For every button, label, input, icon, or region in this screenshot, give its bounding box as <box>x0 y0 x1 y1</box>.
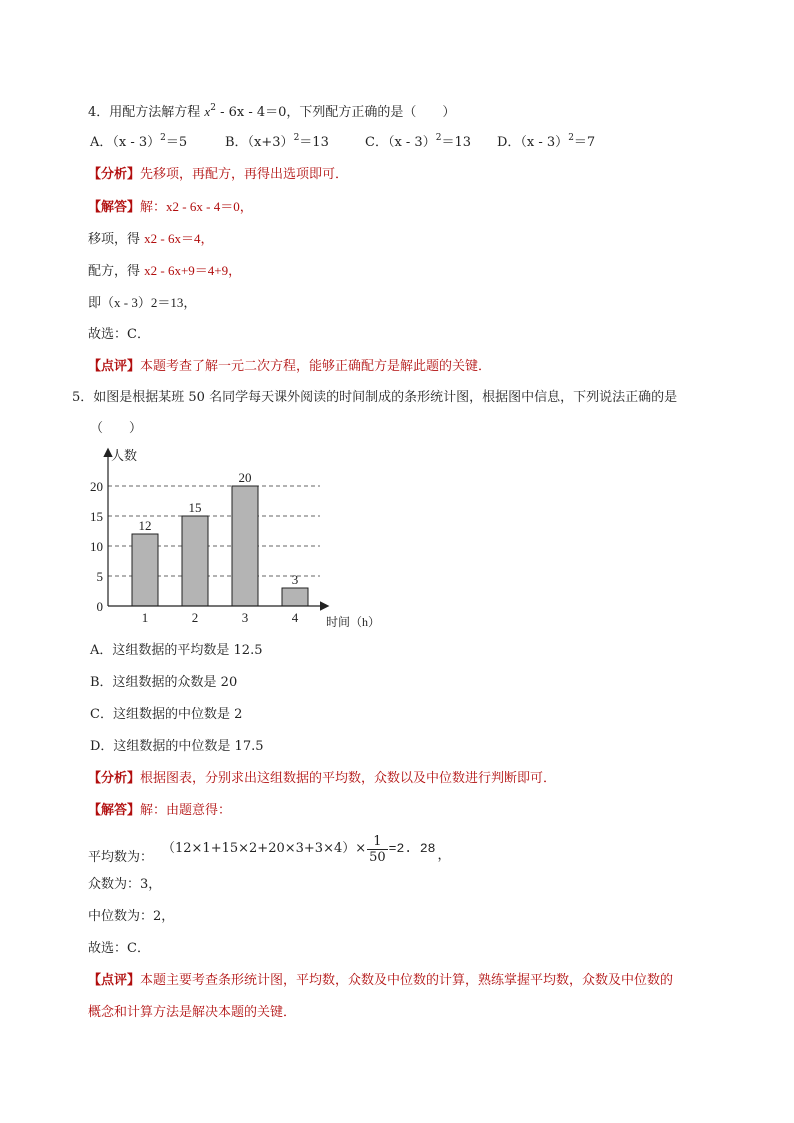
q4-option-d-prefix: D．（x - 3） <box>497 135 569 150</box>
q4-stem-part2: - 6x - 4＝0，下列配方正确的是（ ） <box>215 105 456 120</box>
q5-comment-tag: 【点评】 <box>88 973 141 988</box>
q4-eq-base: x <box>204 104 211 119</box>
q5-number: 5． <box>72 390 94 405</box>
q4-option-a <box>90 134 187 152</box>
q5-mean-result: =2. 28 <box>388 841 436 856</box>
q4-step-2 <box>88 230 213 249</box>
x-tick-label-3: 3 <box>241 610 249 625</box>
bar-3 <box>232 486 258 606</box>
y-tick-label-0: 0 <box>96 599 103 614</box>
q4-choice: 故选：C． <box>88 327 150 342</box>
y-tick-label-2: 10 <box>90 539 103 554</box>
q5-analysis <box>88 770 556 788</box>
x-tick-label-4: 4 <box>291 610 299 625</box>
q5-answer <box>88 802 231 820</box>
x-tick-label-1: 1 <box>141 610 149 625</box>
q4-option-d <box>497 134 595 152</box>
q4-option-b <box>225 134 329 152</box>
q5-option-b: B．这组数据的众数是 20 <box>90 675 238 690</box>
y-axis-title: 人数 <box>111 448 138 463</box>
q4-option-a-prefix: A．（x - 3） <box>90 135 161 150</box>
q5-mean-formula <box>162 832 451 873</box>
q5-comment-line2: 概念和计算方法是解决本题的关键． <box>88 1005 297 1020</box>
q4-option-a-suffix: ＝5 <box>165 135 188 150</box>
q4-analysis-text: 先移项，再配方，再得出选项即可． <box>140 167 349 182</box>
q5-option-a: A．这组数据的平均数是 12.5 <box>90 643 263 658</box>
q4-stem-part1: 用配方法解方程 <box>109 105 205 120</box>
q4-stem <box>88 103 455 122</box>
q5-paren: （ ） <box>90 421 143 436</box>
q5-stem-text: 如图是根据某班 50 名同学每天课外阅读的时间制成的条形统计图，根据图中信息，下列说法正确的是 <box>93 390 678 405</box>
q4-option-c <box>365 134 471 152</box>
q4-answer-tag: 【解答】 <box>88 200 141 215</box>
q4-comment-text: 本题考查了解一元二次方程，能够正确配方是解此题的关键． <box>140 359 492 374</box>
q4-comment <box>88 358 491 376</box>
q4-comment-tag: 【点评】 <box>88 359 141 374</box>
bar-chart <box>82 440 402 640</box>
q5-comment <box>88 972 673 990</box>
fraction-numerator: 1 <box>367 834 388 850</box>
q4-answer <box>88 198 253 217</box>
q5-mean-expr: （12×1+15×2+20×3+3×4）× <box>162 841 367 856</box>
q5-analysis-tag: 【分析】 <box>88 771 141 786</box>
bar-value-label-2: 15 <box>188 500 202 515</box>
y-tick-label-1: 5 <box>96 569 103 584</box>
q4-step-3 <box>88 262 241 281</box>
q4-option-c-prefix: C．（x - 3） <box>365 135 436 150</box>
q5-answer-text: 解：由题意得： <box>140 803 232 818</box>
q4-answer-lead: 解： <box>140 200 167 215</box>
bar-value-label-3: 20 <box>238 470 252 485</box>
q4-option-c-exp: 2 <box>435 133 442 143</box>
q5-mean-fraction <box>367 834 388 865</box>
q4-step-3-eq: x2 - 6x+9＝4+9， <box>144 263 242 278</box>
q4-analysis <box>88 166 348 184</box>
q5-median: 中位数为：2， <box>88 909 175 924</box>
x-axis-title: 时间（h） <box>326 615 381 629</box>
q4-option-c-suffix: ＝13 <box>441 135 471 150</box>
q5-comment-line1: 本题主要考查条形统计图，平均数，众数及中位数的计算，熟练掌握平均数，众数及中位数的 <box>140 973 674 988</box>
q4-step-3-lead: 配方，得 <box>88 264 145 279</box>
y-tick-label-3: 15 <box>90 509 103 524</box>
q4-number: 4． <box>88 105 110 120</box>
q5-answer-tag: 【解答】 <box>88 803 141 818</box>
q4-step-2-lead: 移项，得 <box>88 232 145 247</box>
q5-analysis-text: 根据图表，分别求出这组数据的平均数，众数以及中位数进行判断即可． <box>140 771 557 786</box>
q5-mean-label: 平均数为： <box>88 850 154 865</box>
q4-analysis-tag: 【分析】 <box>88 167 141 182</box>
bar-4 <box>282 588 308 606</box>
x-tick-label-2: 2 <box>191 610 199 625</box>
bar-value-label-1: 12 <box>138 518 152 533</box>
q4-option-b-suffix: ＝13 <box>299 135 329 150</box>
q4-answer-eq: x2 - 6x - 4＝0， <box>166 199 253 214</box>
q5-mode: 众数为：3， <box>88 877 162 892</box>
q4-option-d-suffix: ＝7 <box>573 135 596 150</box>
q5-option-d: D．这组数据的中位数是 17.5 <box>90 739 264 754</box>
q4-option-b-prefix: B．（x+3） <box>225 135 294 150</box>
bar-2 <box>182 516 208 606</box>
q5-choice: 故选：C． <box>88 941 150 956</box>
q4-eq-exp: 2 <box>210 103 216 113</box>
q4-option-d-exp: 2 <box>568 133 574 143</box>
bar-value-label-4: 3 <box>291 572 299 587</box>
q4-option-b-exp: 2 <box>293 133 300 143</box>
q4-option-a-exp: 2 <box>160 133 166 143</box>
q4-step-4: 即（x - 3）2＝13， <box>88 295 197 310</box>
bar-1 <box>132 534 158 606</box>
q4-step-2-eq: x2 - 6x＝4， <box>144 231 214 246</box>
q5-mean-comma: ， <box>437 847 451 863</box>
fraction-denominator: 50 <box>369 849 386 865</box>
q5-stem <box>72 389 677 407</box>
y-tick-label-4: 20 <box>90 479 103 494</box>
q5-option-c: C．这组数据的中位数是 2 <box>90 707 243 722</box>
